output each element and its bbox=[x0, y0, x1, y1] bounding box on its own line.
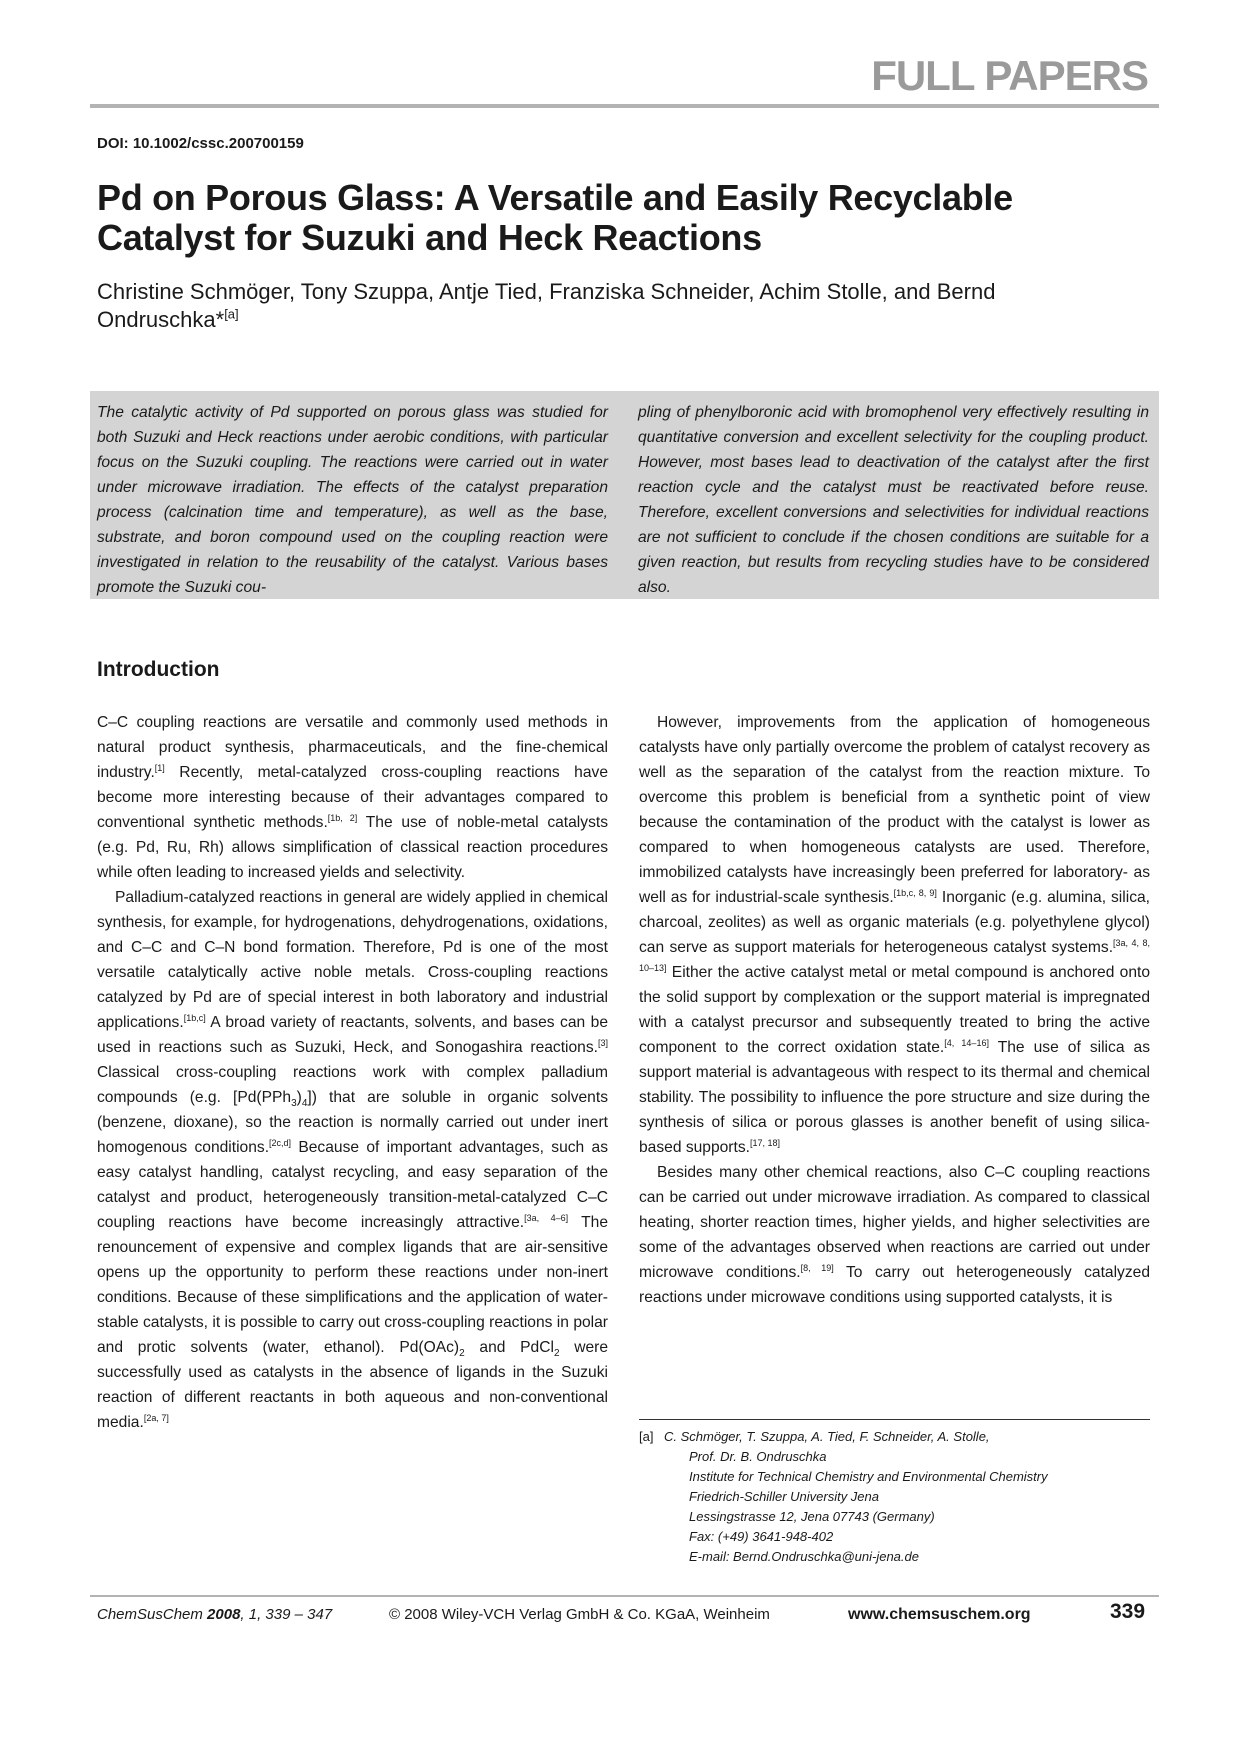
footnote-line: C. Schmöger, T. Szuppa, A. Tied, F. Schneider, A. Stolle, bbox=[664, 1429, 990, 1444]
footnote-line: Prof. Dr. B. Ondruschka bbox=[689, 1449, 827, 1464]
citation[interactable]: [2c,d] bbox=[269, 1137, 292, 1148]
abstract-right-column: pling of phenylboronic acid with bromophenol very effectively resulting in quantitative conversion and excellent selectivity for the coupling product. However, most bases lead to deactivation of the catalyst after the first reaction cycle and the catalyst must be reactivated before reuse. Therefore, excellent conversions and selectivities for individual reactions are not sufficient to conclude if the chosen conditions are suitable for a given reaction, but results from recycling studies have to be considered also. bbox=[638, 404, 1149, 596]
abstract-left-column: The catalytic activity of Pd supported on porous glass was studied for both Suzuki and Heck reactions under aerobic conditions, with particular focus on the Suzuki coupling. The reactions were carried out in water under microwave irradiation. The effects of the catalyst preparation process (calcination time and temperature), as well as the base, substrate, and boron compound used on the coupling reaction were investigated in relation to the reusability of the catalyst. Various bases promote the Suzuki cou- bbox=[97, 404, 608, 596]
paragraph-2: Palladium-catalyzed reactions in general are widely applied in chemical synthesis, for example, for hydrogenations, dehydrogenations, oxidations, and C–C and C–N bond formation. Therefore, Pd is one of the most versatile catalytically active noble metals. Cross-coupling reactions catalyzed by Pd are of special interest in both laboratory and industrial applications.[1b,c] A broad variety of reactants, solvents, and bases can be used in reactions such as Suzuki, Heck, and Sonogashira reactions.[3] Classical cross-coupling reactions work with complex palladium compounds (e.g. $[Pd(PPh_3)_4]$) that are soluble in organic solvents (benzene, dioxane), so the reaction is normally carried out under inert homogenous conditions.[2c,d] Because of important advantages, such as easy catalyst handling, catalyst recycling, and easy separation of the catalyst and product, heterogeneously transition-metal-catalyzed C–C coupling reactions have become increasingly attractive.[3a, 4–6] The renouncement of expensive and complex ligands that are air-sensitive opens up the opportunity to perform these reactions under non-inert conditions. Because of these simplifications and the application of water-stable catalysts, it is possible to carry out cross-coupling reactions in polar and protic solvents (water, ethanol). $Pd(OAc)_2$ and PdCl$_2$ were successfully used as catalysts in the absence of ligands in the Suzuki reaction of different reactants in both aqueous and non-conventional media.[2a, 7] bbox=[97, 889, 609, 1431]
citation[interactable]: [8, 19] bbox=[800, 1262, 834, 1273]
footnote-line: Lessingstrasse 12, Jena 07743 (Germany) bbox=[689, 1509, 935, 1524]
paragraph-3: However, improvements from the application of homogeneous catalysts have only partially overcome the problem of catalyst recovery as well as the separation of the catalyst from the reaction mixture. To overcome this problem is beneficial from a synthetic point of view because the contamination of the product with the catalyst is lower as compared to when homogeneous catalysts are used. Therefore, immobilized catalysts have increasingly been preferred for laboratory- as well as for industrial-scale synthesis.[1b,c, 8, 9] Inorganic (e.g. alumina, silica, charcoal, zeolites) as well as organic materials (e.g. polyethylene glycol) can serve as support materials for heterogeneous catalyst systems.[3a, 4, 8, 10–13] Either the active catalyst metal or metal compound is anchored onto the solid support by complexation or the support material is impregnated with a catalyst precursor and subsequently treated to bring the active component to the correct oxidation state.[4, 14–16] The use of silica as support material is advantageous with respect to its thermal and chemical stability. The possibility to influence the pore structure and size during the synthesis of silica or porous glasses is another benefit of using silica-based supports.[17, 18] bbox=[639, 714, 1150, 1156]
citation[interactable]: [17, 18] bbox=[749, 1137, 780, 1148]
citation[interactable]: [1b,c] bbox=[183, 1012, 206, 1023]
citation[interactable]: [3a, 4–6] bbox=[524, 1212, 569, 1223]
section-heading-introduction: Introduction bbox=[97, 658, 220, 681]
citation[interactable]: [2a, 7] bbox=[143, 1412, 169, 1423]
footer-rule bbox=[90, 1595, 1159, 1597]
journal-citation: ChemSusChem 2008, 1, 339 – 347 bbox=[97, 1606, 333, 1623]
footnote-line: Institute for Technical Chemistry and Environmental Chemistry bbox=[689, 1469, 1048, 1484]
journal-website-link[interactable]: www.chemsuschem.org bbox=[848, 1606, 1031, 1623]
affiliation-mark: [a] bbox=[224, 306, 239, 322]
footnote-line: Friedrich-Schiller University Jena bbox=[689, 1489, 879, 1504]
footnote-email[interactable]: E-mail: Bernd.Ondruschka@uni-jena.de bbox=[689, 1549, 919, 1564]
paragraph-1: C–C coupling reactions are versatile and commonly used methods in natural product synthesis, pharmaceuticals, and the fine-chemical industry.[1] Recently, metal-catalyzed cross-coupling reactions have become more interesting because of their advantages compared to conventional synthetic methods.[1b, 2] The use of noble-metal catalysts (e.g. Pd, Ru, Rh) allows simplification of classical reaction procedures while often leading to increased yields and selectivity. bbox=[97, 714, 608, 881]
running-head: FULL PAPERS bbox=[871, 52, 1148, 99]
abstract-box bbox=[90, 391, 1159, 599]
copyright: © 2008 Wiley-VCH Verlag GmbH & Co. KGaA, Weinheim bbox=[389, 1606, 770, 1623]
body-right-column bbox=[639, 710, 1150, 1310]
citation[interactable]: [1b,c, 8, 9] bbox=[893, 887, 937, 898]
citation[interactable]: [1] bbox=[154, 762, 165, 773]
citation[interactable]: [1b, 2] bbox=[327, 812, 358, 823]
doi[interactable]: DOI: 10.1002/cssc.200700159 bbox=[97, 135, 304, 152]
citation[interactable]: [3] bbox=[597, 1037, 608, 1048]
paragraph-4: Besides many other chemical reactions, also C–C coupling reactions can be carried out under microwave irradiation. As compared to classical heating, shorter reaction times, higher yields, and higher selectivities are some of the advantages observed when reactions are carried out under microwave conditions.[8, 19] To carry out heterogeneously catalyzed reactions under microwave conditions using supported catalysts, it is bbox=[639, 1164, 1150, 1306]
citation[interactable]: [4, 14–16] bbox=[944, 1037, 989, 1048]
header-rule bbox=[90, 104, 1159, 108]
author-list bbox=[97, 278, 1097, 334]
footnote-mark: [a] bbox=[639, 1429, 654, 1444]
body-left-column bbox=[97, 710, 608, 1435]
page-number: 339 bbox=[1110, 1600, 1146, 1623]
footnote-line: Fax: (+49) 3641-948-402 bbox=[689, 1529, 834, 1544]
article-title: Pd on Porous Glass: A Versatile and Easily Recyclable Catalyst for Suzuki and Heck Reactions bbox=[97, 177, 1013, 258]
author-names: Christine Schmöger, Tony Szuppa, Antje Tied, Franziska Schneider, Achim Stolle, and Bernd Ondruschka* bbox=[97, 279, 996, 332]
footnote-rule bbox=[639, 1419, 1150, 1420]
citation[interactable]: [3a, 4, 8, 10–13] bbox=[639, 937, 1150, 973]
